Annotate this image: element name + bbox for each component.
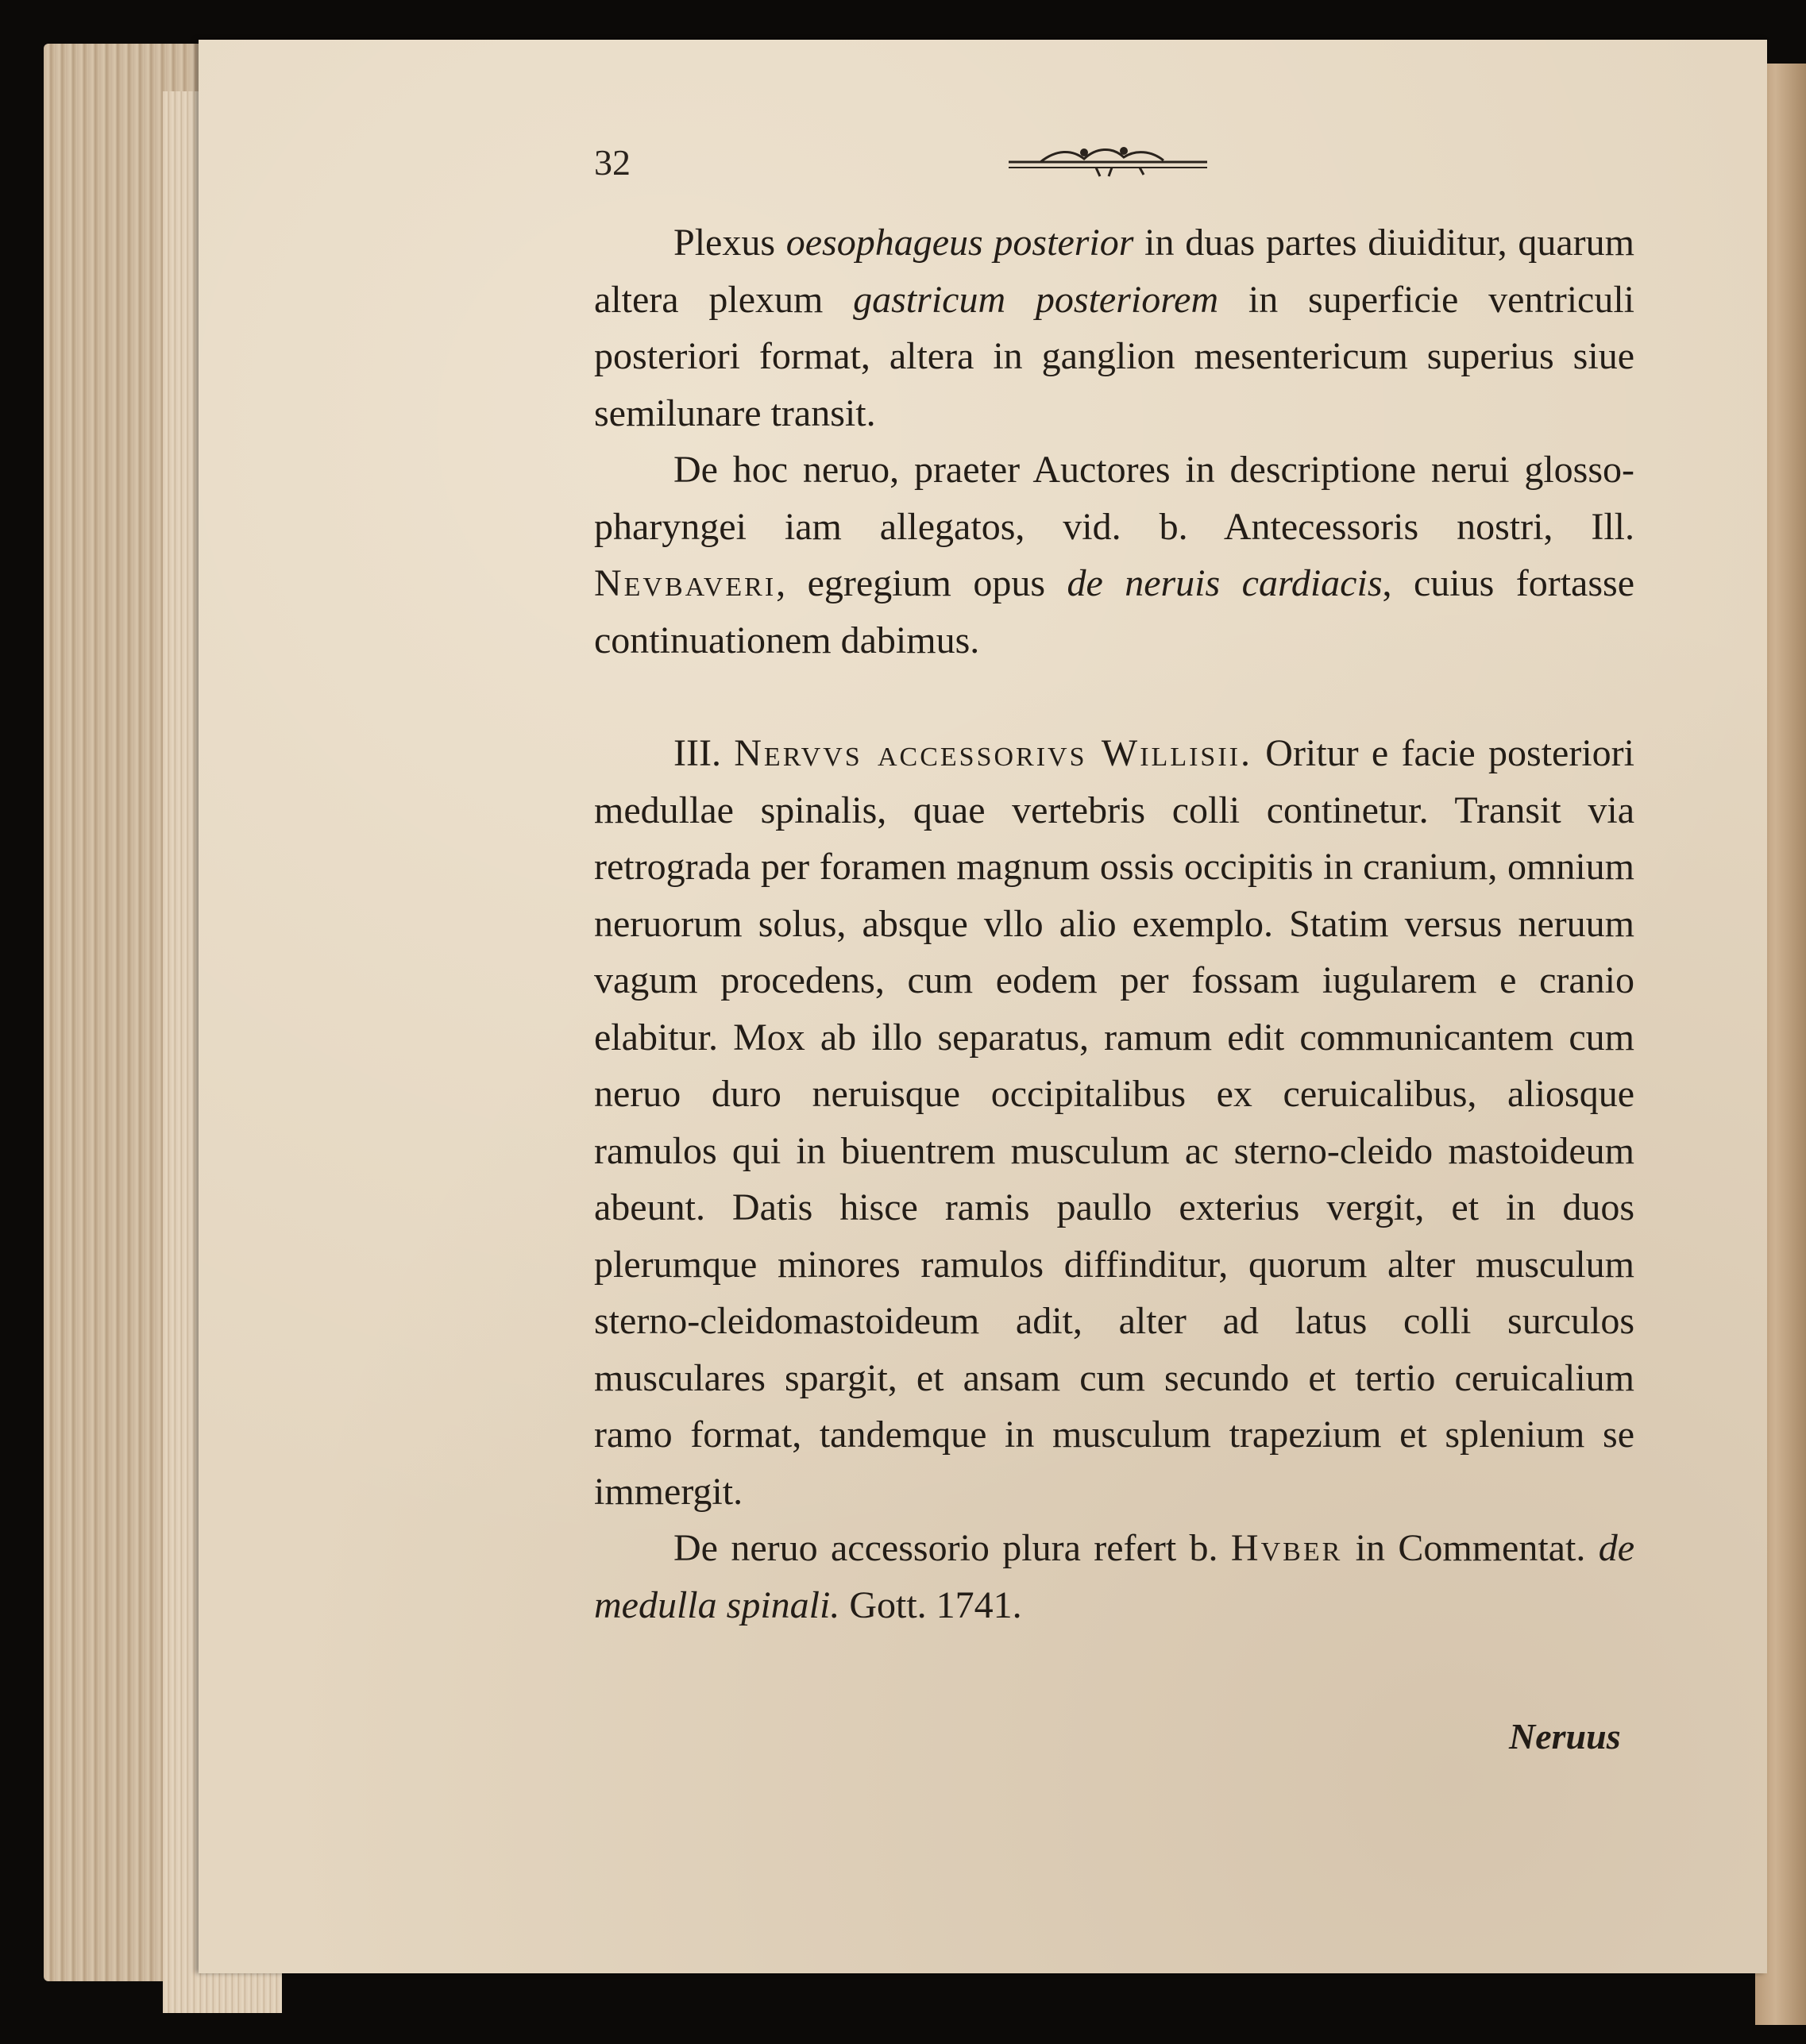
text-span: , cuius fortasse continuationem dabimus. [594, 562, 1634, 661]
text-span: in superficie ventriculi posteriori format, altera in ganglion mesentericum superius siue semilunare transit. [594, 278, 1634, 434]
paragraph-references [594, 442, 1634, 669]
author-name: Nevbaveri [594, 562, 777, 604]
section-heading: Nervvs accessorivs Willisii. [734, 732, 1252, 774]
catchword: Neruus [1509, 1716, 1621, 1757]
italic-term: oesophageus posterior [785, 222, 1134, 264]
ornament-icon [1009, 141, 1207, 181]
italic-title: de medulla spinali. [594, 1527, 1634, 1626]
text-span: Oritur e facie posteriori medullae spinalis, quae vertebris colli continetur. Transit via retrograda per foramen magnum ossis occipitis in cranium, omnium neruorum solus, absque vllo alio exemplo. Statim versus neruum vagum procedens, cum eodem per fossam iugularem e cranio elabitur. Mox ab illo separatus, ramum edit communicantem cum neruo duro neruisque occipitalibus ex ceruicalibus, aliosque ramulos qui in biuentrem musculum ac sterno-cleido mastoideum abeunt. Datis hisce ramis paullo exterius vergit, et in duos plerumque minores ramulos diffinditur, quorum alter musculum sterno-cleidomastoideum adit, alter ad latus colli surculos musculares spargit, et ansam cum secundo et tertio ceruicalium ramo format, tandemque in musculum trapezium et splenium se immergit. [594, 732, 1634, 1513]
text-span: De hoc neruo, praeter Auctores in descriptione nerui glosso-pharyngei iam allegatos, vid. b. Antecessoris nostri, Ill. [594, 449, 1634, 548]
text-span: De neruo accessorio plura refert b. [673, 1527, 1231, 1569]
paragraph-nervus-accessorius [594, 725, 1634, 1520]
text-span: Plexus [673, 222, 786, 264]
section-number: III. [673, 732, 735, 774]
page-number: 32 [594, 142, 631, 183]
text-span: in Commentat. [1342, 1527, 1599, 1569]
paragraph-plexus [594, 214, 1634, 442]
text-span: in duas partes diuiditur, quarum altera plexum [594, 222, 1634, 321]
body-text [594, 214, 1634, 1633]
paragraph-huber [594, 1520, 1634, 1633]
text-span: , egregium opus [776, 562, 1067, 604]
author-name: Hvber [1230, 1527, 1343, 1569]
italic-term: gastricum posteriorem [853, 278, 1219, 321]
text-span: Gott. 1741. [839, 1583, 1022, 1626]
italic-title: de neruis cardiacis [1067, 562, 1383, 604]
